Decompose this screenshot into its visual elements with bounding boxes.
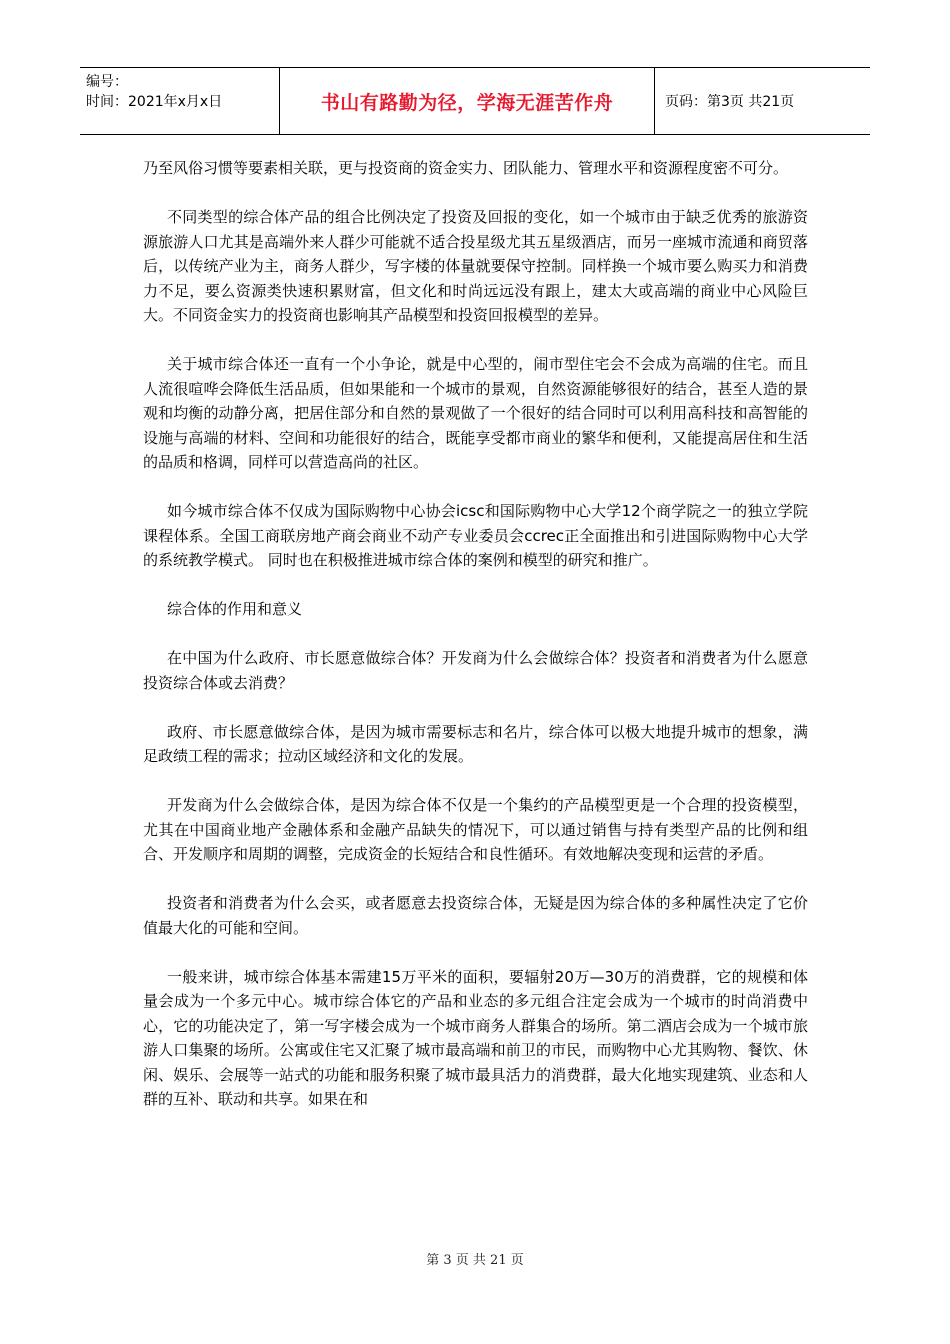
date-label: 时间：2021年x月x日 [86, 94, 223, 110]
paragraph: 开发商为什么会做综合体，是因为综合体不仅是一个集约的产品模型更是一个合理的投资模型，尤其在中国商业地产金融体系和金融产品缺失的情况下，可以通过销售与持有类型产品的比例和组合、开发顺序和周期的调整，完成资金的长短结合和良性循环。有效地解决变现和运营的矛盾。 [143, 796, 808, 863]
document-body [143, 156, 808, 1136]
paragraph: 一般来讲，城市综合体基本需建15万平米的面积，要辐射20万—30万的消费群，它的规模和体量会成为一个多元中心。城市综合体它的产品和业态的多元组合注定会成为一个城市的时尚消费中心，它的功能决定了，第一写字楼会成为一个城市商务人群集合的场所。第二酒店会成为一个城市旅游人口集聚的场所。公寓或住宅又汇聚了城市最高端和前卫的市民，而购物中心尤其购物、餐饮、休闲、娱乐、会展等一站式的功能和服务积聚了城市最具活力的消费群，最大化地实现建筑、业态和人群的互补、联动和共享。如果在和 [143, 967, 808, 1108]
paragraph: 如今城市综合体不仅成为国际购物中心协会icsc和国际购物中心大学12个商学院之一的独立学院课程体系。全国工商联房地产商会商业不动产专业委员会ccrec正全面推出和引进国际购物中心大学的系统教学模式。 同时也在积极推进城市综合体的案例和模型的研究和推广。 [143, 502, 808, 569]
header-motto-cell [280, 68, 655, 134]
paragraph: 乃至风俗习惯等要素相关联，更与投资商的资金实力、团队能力、管理水平和资源程度密不可分。 [143, 159, 789, 177]
footer-page-number: 第 3 页 共 21 页 [426, 1253, 524, 1268]
paragraph: 不同类型的综合体产品的组合比例决定了投资及回报的变化，如一个城市由于缺乏优秀的旅游资源旅游人口尤其是高端外来人群少可能就不适合投星级尤其五星级酒店，而另一座城市流通和商贸落后，以传统产业为主，商务人群少，写字楼的体量就要保守控制。同样换一个城市要么购买力和消费力不足，要么资源类快速积累财富，但文化和时尚远远没有跟上，建太大或高端的商业中心风险巨大。不同资金实力的投资商也影响其产品模型和投资回报模型的差异。 [143, 208, 808, 324]
paragraph: 政府、市长愿意做综合体，是因为城市需要标志和名片，综合体可以极大地提升城市的想象，满足政绩工程的需求；拉动区域经济和文化的发展。 [143, 722, 808, 765]
header-meta [80, 68, 280, 134]
paragraph: 关于城市综合体还一直有一个小争论，就是中心型的，闹市型住宅会不会成为高端的住宅。而且人流很喧哗会降低生活品质，但如果能和一个城市的景观，自然资源能够很好的结合，甚至人造的景观和均衡的动静分离，把居住部分和自然的景观做了一个很好的结合同时可以利用高科技和高智能的设施与高端的材料、空间和功能很好的结合，既能享受都市商业的繁华和便利，又能提高居住和生活的品质和格调，同样可以营造高尚的社区。 [143, 355, 808, 471]
header-page-number: 页码：第3页 共21页 [665, 94, 795, 110]
motto-text: 书山有路勤为径，学海无涯苦作舟 [320, 91, 614, 114]
page-header [80, 67, 870, 135]
paragraph: 在中国为什么政府、市长愿意做综合体？开发商为什么会做综合体？投资者和消费者为什么愿意投资综合体或去消费？ [143, 649, 808, 692]
paragraph: 投资者和消费者为什么会买，或者愿意去投资综合体，无疑是因为综合体的多种属性决定了它价值最大化的可能和空间。 [143, 894, 808, 937]
header-page-cell [655, 68, 870, 134]
section-heading: 综合体的作用和意义 [167, 600, 303, 618]
serial-number-label: 编号： [86, 74, 128, 90]
page-footer [0, 1249, 950, 1268]
